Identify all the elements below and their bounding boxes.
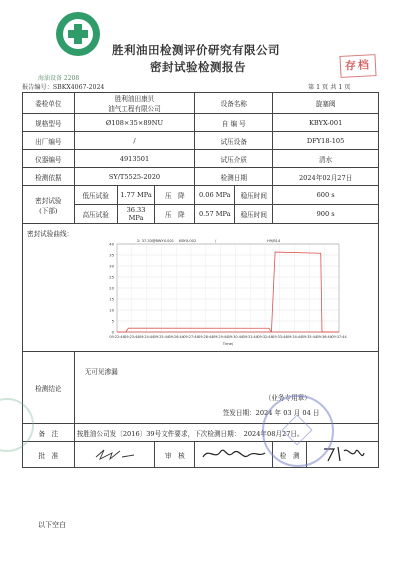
- x-tick-label: 09:37:44: [331, 335, 347, 339]
- sub-mark: 海油设备 2208: [38, 75, 80, 82]
- factory-no-value: /: [74, 132, 195, 150]
- low-hold-label: 稳压时间: [235, 186, 273, 205]
- approve-signature: [74, 442, 155, 468]
- instrument-value: 4913501: [74, 150, 195, 168]
- low-drop-value: 0.06 MPa: [195, 186, 235, 205]
- client-value: 胜利油田康贝 油气工程有限公司: [74, 93, 195, 114]
- org-title: 胜利油田检测评价研究有限公司: [112, 43, 280, 57]
- medium-label: 试压介质: [195, 150, 273, 168]
- basis-label: 检测依据: [23, 168, 75, 186]
- curve-title: 密封试验曲线：: [27, 230, 74, 238]
- x-tick-label: 09:23:44: [124, 335, 140, 339]
- conclusion-text: 无可见渗漏: [84, 368, 118, 376]
- self-no-label: 自 编 号: [195, 114, 273, 132]
- business-seal: [262, 395, 334, 467]
- page-number: 第 1 页 共 1 页: [308, 84, 351, 91]
- medium-value: 清水: [273, 150, 379, 168]
- low-hold-value: 600 s: [273, 186, 379, 205]
- approve-label: 批 准: [23, 442, 75, 468]
- signature-review: [199, 443, 269, 465]
- y-tick-label: 40: [109, 241, 114, 247]
- x-tick-label: 09:31:44: [242, 335, 258, 339]
- equip-name-value: 旋塞阀: [273, 93, 379, 114]
- y-tick-label: 15: [109, 296, 114, 302]
- high-hold-value: 900 s: [273, 205, 379, 224]
- review-signature: [195, 442, 273, 468]
- review-label: 审 核: [155, 442, 195, 468]
- legend-entry: H9/B14: [267, 239, 281, 243]
- date-value: 2024年02月27日: [273, 168, 379, 186]
- high-hold-label: 稳压时间: [235, 205, 273, 224]
- low-drop-label: 压 降: [155, 186, 195, 205]
- legend-entry: KBYX-002: [179, 239, 197, 243]
- x-tick-label: 09:25:44: [153, 335, 170, 339]
- date-label: 检测日期: [195, 168, 273, 186]
- spec-label: 规格型号: [23, 114, 75, 132]
- x-tick-label: 09:34:44: [286, 335, 303, 339]
- test-label: 检 测: [273, 442, 307, 468]
- y-tick-label: 30: [109, 263, 114, 269]
- x-tick-label: 09:35:44: [301, 335, 318, 339]
- spec-value: Ø108×35×89NU: [74, 114, 195, 132]
- high-test-type: 高压试验: [74, 205, 117, 224]
- y-tick-label: 10: [109, 307, 114, 313]
- x-tick-label: 09:36:44: [316, 335, 332, 339]
- x-axis-label: Time/: [222, 341, 234, 346]
- x-tick-label: 09:24:44: [138, 335, 155, 339]
- legend-entry: 2: 37.33@BWYX-001: [137, 239, 175, 243]
- self-no-value: KBYX-001: [273, 114, 379, 132]
- instrument-label: 仪器编号: [23, 150, 75, 168]
- x-tick-label: 09:32:44: [257, 335, 273, 339]
- client-label: 委检单位: [23, 93, 75, 114]
- archive-stamp: 存档: [339, 54, 376, 78]
- y-tick-label: 20: [109, 285, 114, 291]
- y-tick-label: 5: [111, 318, 114, 324]
- equip-name-label: 设备名称: [195, 93, 273, 114]
- factory-no-label: 出厂编号: [23, 132, 75, 150]
- legend-entry: /: [215, 239, 217, 243]
- issue-date: 签发日期：2024 年 03 月 04 日: [222, 409, 320, 417]
- remark-label: 备 注: [23, 424, 75, 442]
- seal-note: （业务专用章）: [264, 394, 311, 402]
- x-tick-label: 09:33:44: [272, 335, 288, 339]
- footer-note: 以下空白: [38, 521, 66, 529]
- x-tick-label: 09:27:44: [183, 335, 199, 339]
- conclusion-label: 检测结论: [23, 352, 75, 424]
- report-number: 报告编号：SBKX4067-2024: [22, 84, 105, 91]
- x-tick-label: 09:30:44: [227, 335, 244, 339]
- high-test-pressure: 36.33 MPa: [117, 205, 155, 224]
- x-tick-label: 09:28:44: [198, 335, 214, 339]
- low-test-pressure: 1.77 MPa: [117, 186, 155, 205]
- conclusion-cell: [74, 352, 378, 424]
- curve-cell: [23, 224, 379, 352]
- test-equip-value: DFY18-105: [273, 132, 379, 150]
- y-tick-label: 25: [109, 274, 114, 280]
- test-equip-label: 试压设备: [195, 132, 273, 150]
- report-title: 密封试验检测报告: [150, 60, 246, 74]
- x-tick-label: 09:22:44: [109, 335, 125, 339]
- high-drop-label: 压 降: [155, 205, 195, 224]
- pressure-chart: [47, 234, 357, 349]
- remark-text: 按胜油公司发〔2016〕39号文件要求，下次检测日期： 2024年08月27日。: [74, 424, 378, 442]
- x-tick-label: 09:29:44: [212, 335, 229, 339]
- seal-test-label: 密封试验 (下部): [23, 186, 75, 224]
- y-tick-label: 35: [109, 252, 114, 258]
- signature-approve: [90, 445, 140, 463]
- low-test-type: 低压试验: [74, 186, 117, 205]
- company-logo-icon: [56, 12, 100, 56]
- high-drop-value: 0.57 MPa: [195, 205, 235, 224]
- x-tick-label: 09:26:44: [168, 335, 184, 339]
- y-tick-label: 0: [111, 329, 114, 335]
- basis-value: SY/T5525-2020: [74, 168, 195, 186]
